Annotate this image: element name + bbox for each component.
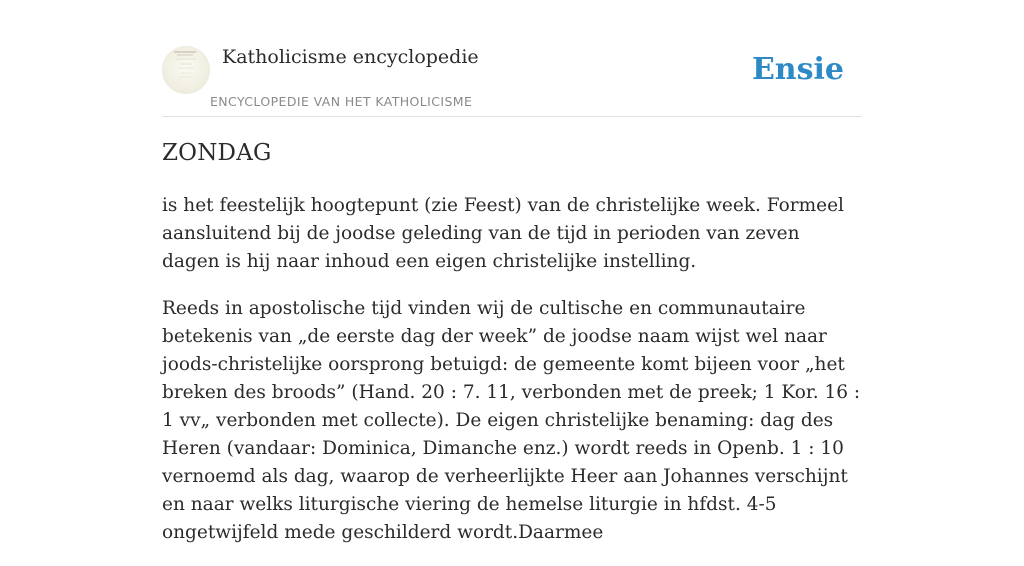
entry-paragraph: Reeds in apostolische tijd vinden wij de cultische en communautaire betekenis van „de eerste dag der week” de joodse naam wijst wel naar joods-christelijke oorsprong betuigd: de gemeente komt bijeen voor „het breken des broods” (Hand. 20 : 7. 11, verbonden met de preek; 1 Kor. 16 : 1 vv„ verbonden met collecte). De eigen christelijke benaming: dag des Heren (vandaar: Dominica, Dimanche enz.) wordt reeds in Openb. 1 : 10 vernoemd als dag, waarop de verheerlijkte Heer aan Johannes verschijnt en naar welks liturgische viering de hemelse liturgie in hfdst. 4-5 ongetwijfeld mede geschilderd wordt.Daarmee: [162, 298, 861, 543]
site-title[interactable]: Katholicisme encyclopedie: [222, 46, 479, 68]
encyclopedia-book-cover-icon[interactable]: [162, 46, 210, 94]
site-header: [162, 44, 862, 117]
entry-paragraph: is het feestelijk hoogtepunt (zie Feest) van de christelijke week. Formeel aansluitend bij de joodse geleding van de tijd in perioden van zeven dagen is hij naar inhoud een eigen christelijke instelling.: [162, 195, 844, 272]
entry-body: [162, 192, 862, 566]
site-subtitle: ENCYCLOPEDIE VAN HET KATHOLICISME: [210, 94, 473, 109]
entry-title: ZONDAG: [162, 140, 272, 166]
ensie-logo-link[interactable]: Ensie: [751, 52, 844, 87]
